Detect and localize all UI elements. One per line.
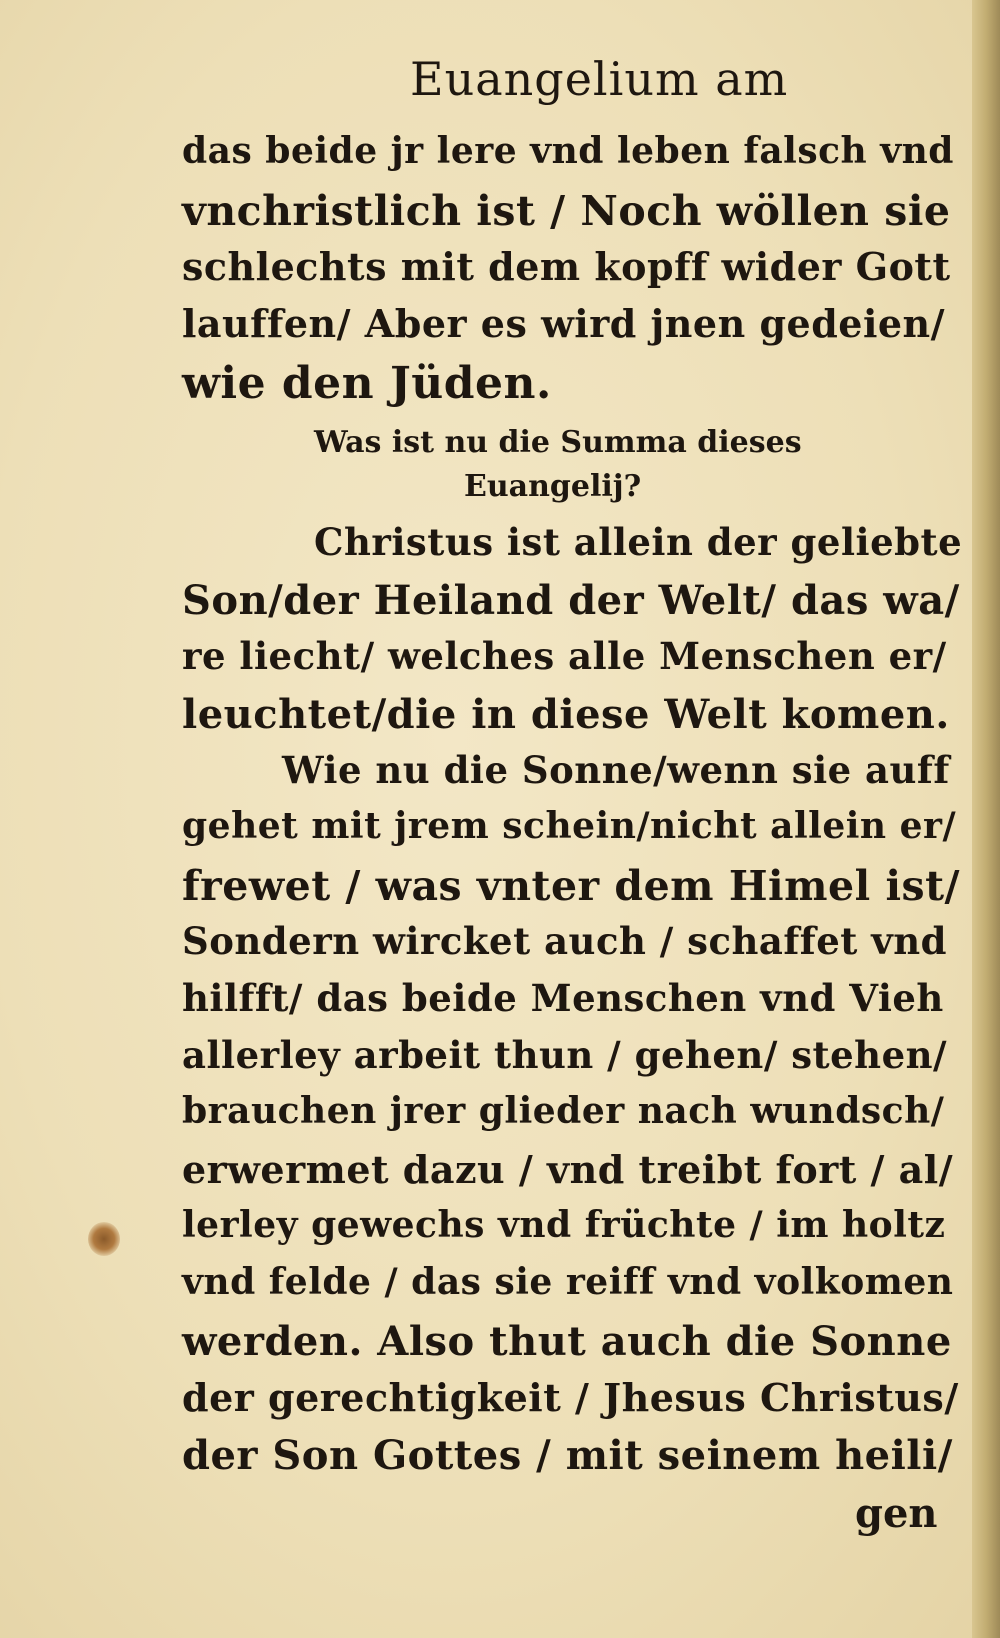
text-line: vnd felde / das sie reiff vnd volkomen — [182, 1261, 954, 1303]
running-title: Euangelium am — [410, 52, 789, 106]
text-line: allerley arbeit thun / gehen/ stehen/ — [182, 1033, 948, 1077]
text-line: schlechts mit dem kopff wider Gott — [182, 244, 951, 289]
section-heading: Was ist nu die Summa dieses — [314, 425, 802, 460]
text-line: Christus ist allein der geliebte — [314, 520, 963, 564]
text-line: erwermet dazu / vnd treibt fort / al/ — [182, 1147, 954, 1192]
text-line: hilfft/ das beide Menschen vnd Vieh — [182, 976, 944, 1020]
text-line: gehet mit jrem schein/nicht allein er/ — [182, 805, 957, 847]
text-line: das beide jr lere vnd leben falsch vnd — [182, 130, 954, 172]
page-gutter — [972, 0, 1000, 1638]
section-heading: Euangelij? — [464, 469, 642, 504]
text-line: leuchtet/die in diese Welt komen. — [182, 691, 950, 738]
text-line: lerley gewechs vnd früchte / im holtz — [182, 1204, 946, 1246]
text-line: Sondern wircket auch / schaffet vnd — [182, 919, 947, 963]
text-line: Son/der Heiland der Welt/ das wa/ — [182, 577, 960, 624]
text-line: frewet / was vnter dem Himel ist/ — [182, 862, 961, 910]
text-line: lauffen/ Aber es wird jnen gedeien/ — [182, 301, 946, 346]
text-line: der Son Gottes / mit seinem heili/ — [182, 1432, 953, 1479]
text-line: brauchen jrer glieder nach wundsch/ — [182, 1090, 945, 1132]
text-line: re liecht/ welches alle Menschen er/ — [182, 634, 947, 678]
text-line: der gerechtigkeit / Jhesus Christus/ — [182, 1375, 959, 1420]
text-line: wie den Jüden. — [182, 358, 552, 409]
text-line: vnchristlich ist / Noch wöllen sie — [182, 187, 951, 235]
paper-stain — [88, 1222, 120, 1256]
catchword: gen — [855, 1490, 938, 1537]
text-line: werden. Also thut auch die Sonne — [182, 1318, 952, 1365]
text-line: Wie nu die Sonne/wenn sie auff — [282, 748, 950, 792]
